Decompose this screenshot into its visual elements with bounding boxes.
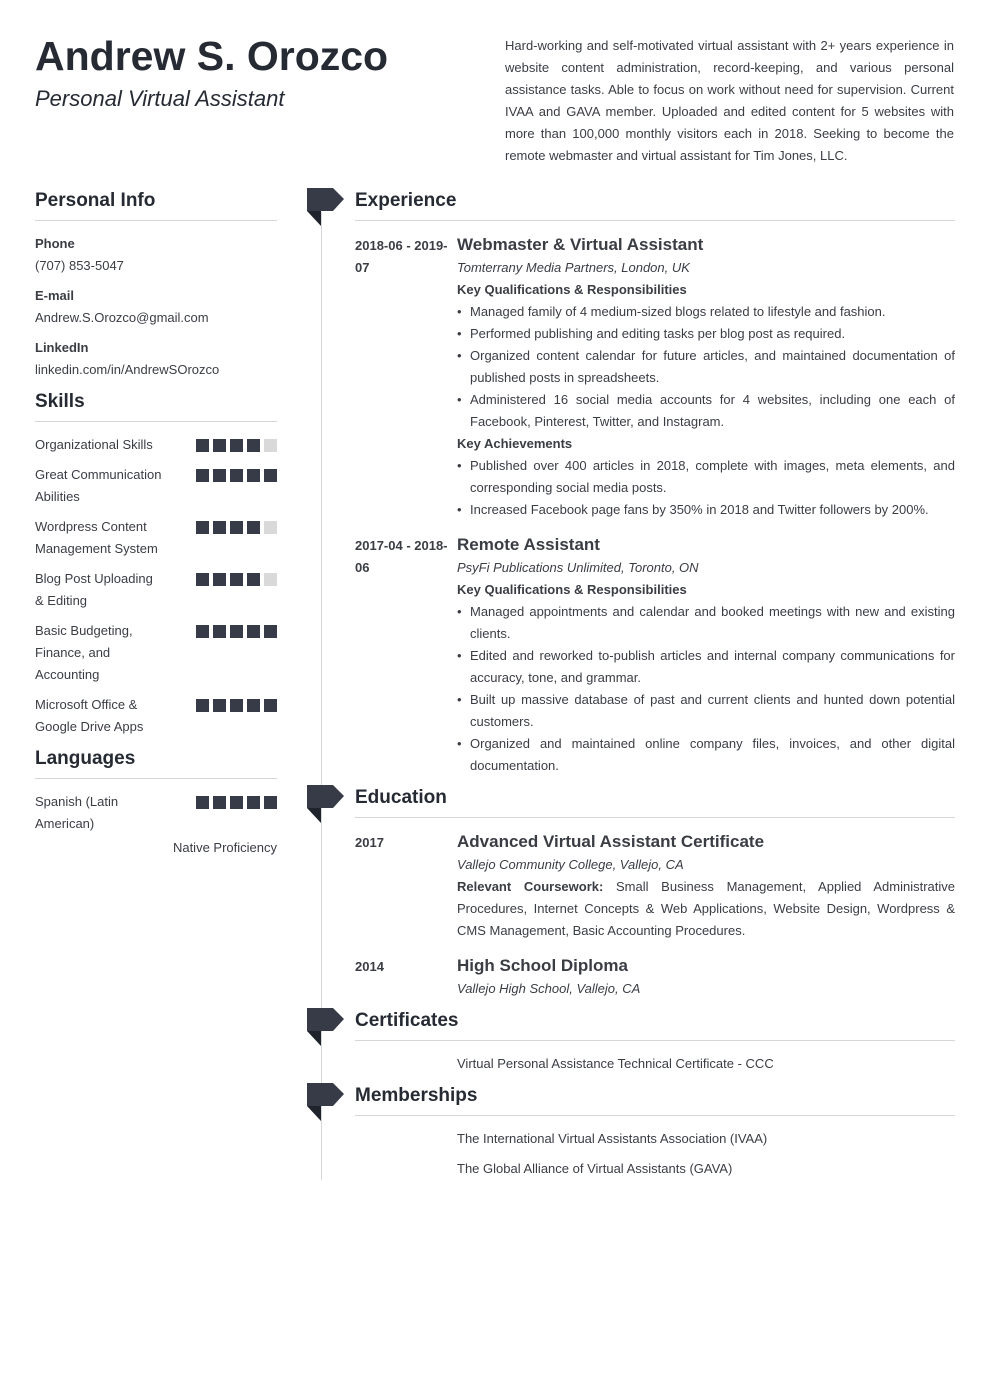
bullet-item: • Edited and reworked to-publish articles and internal company communications for accuracy, tone, and grammar. (457, 645, 955, 689)
section-title: Certificates (355, 1008, 955, 1041)
rating-square-filled (247, 796, 260, 809)
entry-date (355, 533, 457, 777)
flag-icon (307, 785, 344, 823)
skill-row (35, 694, 277, 738)
email-label: E-mail (35, 288, 75, 303)
certificate-item: Virtual Personal Assistance Technical Certificate - CCC (457, 1056, 774, 1071)
rating-square-filled (247, 521, 260, 534)
phone-value: (707) 853-5047 (35, 258, 124, 273)
entry-date: 2014 (355, 959, 384, 974)
degree-title: Advanced Virtual Assistant Certificate (457, 832, 765, 851)
membership-item: The International Virtual Assistants Association (IVAA) (457, 1131, 768, 1146)
skill-rating (196, 694, 277, 712)
rating-square-filled (213, 469, 226, 482)
rating-square-filled (196, 521, 209, 534)
skill-name: Wordpress Content Management System (35, 519, 158, 556)
right-column (355, 188, 955, 1188)
skill-rating (196, 516, 277, 534)
rating-square-filled (247, 699, 260, 712)
rating-square-filled (196, 796, 209, 809)
date-range: 2017-04 - 2018-06 (355, 538, 448, 575)
coursework-label: Relevant Coursework: (457, 879, 604, 894)
experience-section (355, 188, 955, 777)
education-entry (355, 830, 955, 942)
entry-date (355, 233, 457, 521)
bullet-item: • Managed family of 4 medium-sized blogs related to lifestyle and fashion. (457, 301, 955, 323)
rating-square-filled (196, 573, 209, 586)
skill-row (35, 620, 277, 686)
skill-name: Microsoft Office & Google Drive Apps (35, 697, 144, 734)
bullet-list (457, 301, 955, 433)
rating-square-empty (264, 521, 277, 534)
bullet-list (457, 455, 955, 521)
rating-square-filled (264, 699, 277, 712)
rating-square-filled (247, 573, 260, 586)
skill-rating (196, 464, 277, 482)
skill-rating (196, 434, 277, 452)
rating-square-filled (230, 699, 243, 712)
language-rating (196, 791, 277, 809)
bullet-item: • Performed publishing and editing tasks per blog post as required. (457, 323, 955, 345)
linkedin-value[interactable]: linkedin.com/in/AndrewSOrozco (35, 362, 220, 377)
section-title: Experience (355, 188, 955, 221)
skill-name: Basic Budgeting, Finance, and Accounting (35, 623, 133, 682)
skill-name: Organizational Skills (35, 437, 153, 452)
certificates-section (355, 1008, 955, 1075)
subheading: Key Qualifications & Responsibilities (457, 282, 687, 297)
linkedin-label: LinkedIn (35, 340, 89, 355)
rating-square-filled (213, 573, 226, 586)
company: PsyFi Publications Unlimited, Toronto, ON (457, 560, 699, 575)
job-title: Webmaster & Virtual Assistant (457, 235, 704, 254)
language-row (35, 791, 277, 835)
flag-icon (307, 1083, 344, 1121)
skill-row (35, 568, 277, 612)
entry-body (457, 830, 955, 942)
bullet-item: • Organized and maintained online company files, invoices, and other digital documentation. (457, 733, 955, 777)
skill-row (35, 464, 277, 508)
rating-square-filled (213, 625, 226, 638)
section-title: Memberships (355, 1083, 955, 1116)
skill-row (35, 516, 277, 560)
rating-square-filled (230, 796, 243, 809)
summary-paragraph: Hard-working and self-motivated virtual assistant with 2+ years experience in website content administration, record-keeping, and various personal assistance tasks. Able to focus on work without need for supervision. Current IVAA and GAVA member. Uploaded and edited content for 5 websites with more than 100,000 monthly visitors each in 2018. Seeking to become the remote webmaster and virtual assistant for Tim Jones, LLC. (505, 38, 954, 163)
rating-square-filled (247, 469, 260, 482)
education-entry (355, 954, 955, 1000)
rating-square-filled (230, 573, 243, 586)
section-title: Education (355, 785, 955, 818)
skill-rating (196, 620, 277, 638)
rating-square-empty (264, 573, 277, 586)
bullet-list (457, 601, 955, 777)
job-title: Remote Assistant (457, 535, 600, 554)
phone-label: Phone (35, 236, 75, 251)
skill-row (35, 434, 277, 456)
skills-list (35, 434, 277, 738)
rating-square-filled (213, 699, 226, 712)
bullet-item: • Published over 400 articles in 2018, complete with images, meta elements, and corresponding social media posts. (457, 455, 955, 499)
skill-name: Blog Post Uploading & Editing (35, 571, 153, 608)
bullet-item: • Administered 16 social media accounts for 4 websites, including one each of Facebook, Pinterest, Twitter, and Instagram. (457, 389, 955, 433)
candidate-name: Andrew S. Orozco (35, 33, 389, 79)
language-proficiency: Native Proficiency (172, 840, 277, 855)
rating-square-filled (247, 439, 260, 452)
entry-body (457, 233, 955, 521)
rating-square-filled (264, 625, 277, 638)
bullet-item: • Built up massive database of past and current clients and hunted down potential customers. (457, 689, 955, 733)
section-title: Personal Info (35, 188, 277, 221)
membership-item: The Global Alliance of Virtual Assistants (GAVA) (457, 1161, 733, 1176)
rating-square-filled (213, 521, 226, 534)
rating-square-empty (264, 439, 277, 452)
education-section (355, 785, 955, 1000)
experience-entry (355, 533, 955, 777)
experience-entry (355, 233, 955, 521)
section-title: Skills (35, 389, 277, 422)
memberships-section (355, 1083, 955, 1180)
personal-info-section (35, 188, 277, 381)
flag-icon (307, 188, 344, 226)
email-value[interactable]: Andrew.S.Orozco@gmail.com (35, 310, 209, 325)
date-range: 2018-06 - 2019-07 (355, 238, 448, 275)
subheading: Key Qualifications & Responsibilities (457, 582, 687, 597)
candidate-role: Personal Virtual Assistant (35, 86, 285, 111)
entry-body (457, 954, 955, 1000)
rating-square-filled (196, 699, 209, 712)
rating-square-filled (230, 625, 243, 638)
left-column (35, 188, 277, 863)
rating-square-filled (196, 625, 209, 638)
section-title: Languages (35, 746, 277, 779)
rating-square-filled (213, 439, 226, 452)
rating-square-filled (230, 439, 243, 452)
rating-square-filled (213, 796, 226, 809)
degree-title: High School Diploma (457, 956, 628, 975)
skill-name: Great Communication Abilities (35, 467, 162, 504)
rating-square-filled (230, 521, 243, 534)
language-name: Spanish (Latin American) (35, 794, 119, 831)
bullet-item: • Managed appointments and calendar and booked meetings with new and existing clients. (457, 601, 955, 645)
languages-section (35, 746, 277, 859)
school: Vallejo High School, Vallejo, CA (457, 981, 641, 996)
company: Tomterrany Media Partners, London, UK (457, 260, 690, 275)
rating-square-filled (264, 796, 277, 809)
rating-square-filled (247, 625, 260, 638)
entry-body (457, 533, 955, 777)
coursework-text: Small Business Management, Applied Administrative Procedures, Internet Concepts & Web Applications, Website Design, Wordpress & CMS Management, Basic Accounting Procedures. (457, 879, 955, 938)
rating-square-filled (196, 439, 209, 452)
bullet-item: • Organized content calendar for future articles, and maintained documentation of published posts in spreadsheets. (457, 345, 955, 389)
rating-square-filled (230, 469, 243, 482)
entry-date: 2017 (355, 835, 384, 850)
skills-section (35, 389, 277, 738)
school: Vallejo Community College, Vallejo, CA (457, 857, 684, 872)
coursework (457, 876, 955, 942)
flag-icon (307, 1008, 344, 1046)
rating-square-filled (196, 469, 209, 482)
subheading: Key Achievements (457, 436, 573, 451)
rating-square-filled (264, 469, 277, 482)
skill-rating (196, 568, 277, 586)
bullet-item: • Increased Facebook page fans by 350% in 2018 and Twitter followers by 200%. (457, 499, 955, 521)
